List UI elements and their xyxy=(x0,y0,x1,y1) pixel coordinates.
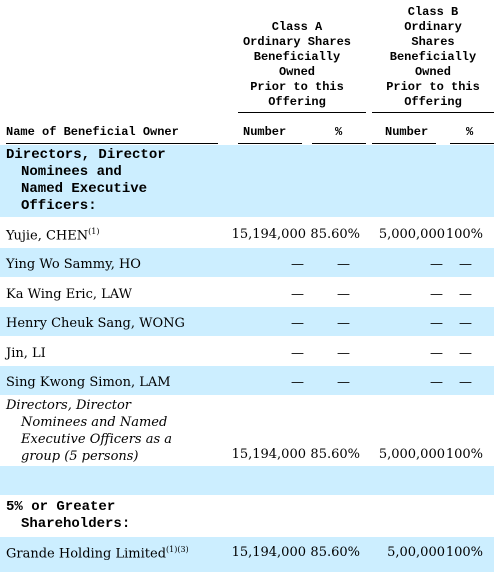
group-class-b-percent: 100% xyxy=(445,447,483,462)
group-row-label xyxy=(6,397,172,465)
group-line: Directors, Director xyxy=(6,398,132,413)
class-b-line: Shares xyxy=(411,35,455,49)
class-a-number-header: Number xyxy=(243,125,287,139)
section-line: Shareholders: xyxy=(21,516,131,532)
name-column-header: Name of Beneficial Owner xyxy=(6,125,179,139)
group-class-b-number: 5,000,000 xyxy=(378,447,445,462)
section-line: Officers: xyxy=(21,198,97,214)
directors-section-heading xyxy=(6,147,166,215)
class-a-number: 15,194,000 xyxy=(231,545,306,560)
beneficial-owner-name: Jin, LI xyxy=(6,346,46,361)
class-a-number: — xyxy=(291,375,304,390)
class-b-line: Owned xyxy=(414,65,451,79)
class-a-percent: — xyxy=(337,287,350,302)
group-line: group (5 persons) xyxy=(21,449,139,464)
class-a-line: Offering xyxy=(268,95,326,109)
group-class-a-percent: 85.60% xyxy=(310,447,360,462)
row-band xyxy=(0,466,494,495)
class-b-number: 5,000,000 xyxy=(378,227,445,242)
class-b-percent: — xyxy=(459,287,472,302)
class-b-percent: 100% xyxy=(445,545,483,560)
class-a-number: — xyxy=(291,346,304,361)
class-a-percent: — xyxy=(337,346,350,361)
class-a-percent: — xyxy=(337,375,350,390)
class-b-percent: 100% xyxy=(445,227,483,242)
class-b-number: — xyxy=(430,346,443,361)
class-b-line: Prior to this xyxy=(386,80,480,94)
class-a-line: Class A xyxy=(271,20,323,34)
pct-b-header-rule xyxy=(450,143,494,144)
class-a-line: Beneficially xyxy=(253,50,341,64)
group-line: Nominees and Named xyxy=(21,415,168,430)
pct-a-header-rule xyxy=(312,143,366,144)
beneficial-owner-name: Ka Wing Eric, LAW xyxy=(6,287,132,302)
name-header-rule xyxy=(6,143,218,144)
class-b-line: Ordinary xyxy=(404,20,462,34)
class-a-percent: 85.60% xyxy=(310,545,360,560)
class-a-number: 15,194,000 xyxy=(231,227,306,242)
class-b-line: Beneficially xyxy=(389,50,477,64)
class-b-number: — xyxy=(430,316,443,331)
number-a-header-rule xyxy=(238,143,302,144)
class-b-number: — xyxy=(430,375,443,390)
class-a-percent-header: % xyxy=(335,125,343,139)
class-a-number: — xyxy=(291,316,304,331)
beneficial-owner-name: Sing Kwong Simon, LAM xyxy=(6,375,171,390)
number-b-header-rule xyxy=(372,143,436,144)
section-line: Named Executive xyxy=(21,181,148,197)
class-a-percent: — xyxy=(337,316,350,331)
class-a-line: Ordinary Shares xyxy=(242,35,352,49)
class-b-number: — xyxy=(430,257,443,272)
class-a-line: Prior to this xyxy=(250,80,344,94)
class-b-number-header: Number xyxy=(385,125,429,139)
class-b-percent: — xyxy=(459,316,472,331)
class-b-rule xyxy=(372,112,494,113)
beneficial-owner-name: Grande Holding Limited$^{(1)(3)}$ xyxy=(6,545,189,562)
class-b-number: — xyxy=(430,287,443,302)
class-a-header xyxy=(228,20,366,110)
class-b-percent: — xyxy=(459,346,472,361)
section-line: 5% or Greater xyxy=(6,499,116,515)
section-line: Nominees and xyxy=(21,164,122,180)
class-b-line: Offering xyxy=(404,95,462,109)
class-a-rule xyxy=(238,112,366,113)
class-b-percent: — xyxy=(459,257,472,272)
beneficial-owner-name: Ying Wo Sammy, HO xyxy=(6,257,141,272)
class-b-number: 5,00,000 xyxy=(387,545,445,560)
five-percent-section-heading xyxy=(6,499,130,533)
beneficial-owner-name: Yujie, CHEN$^{(1)}$ xyxy=(6,227,100,244)
class-a-percent: — xyxy=(337,257,350,272)
footnote-ref: (1) xyxy=(88,227,100,236)
class-a-number: — xyxy=(291,257,304,272)
class-b-percent-header: % xyxy=(466,125,474,139)
class-b-header xyxy=(372,5,494,110)
section-line: Directors, Director xyxy=(6,147,166,163)
footnote-ref: (1)(3) xyxy=(166,545,189,554)
group-class-a-number: 15,194,000 xyxy=(231,447,306,462)
class-b-line: Class B xyxy=(407,5,459,19)
class-a-number: — xyxy=(291,287,304,302)
group-line: Executive Officers as a xyxy=(21,432,173,447)
class-a-line: Owned xyxy=(278,65,315,79)
class-a-percent: 85.60% xyxy=(310,227,360,242)
class-b-percent: — xyxy=(459,375,472,390)
beneficial-owner-name: Henry Cheuk Sang, WONG xyxy=(6,316,185,331)
